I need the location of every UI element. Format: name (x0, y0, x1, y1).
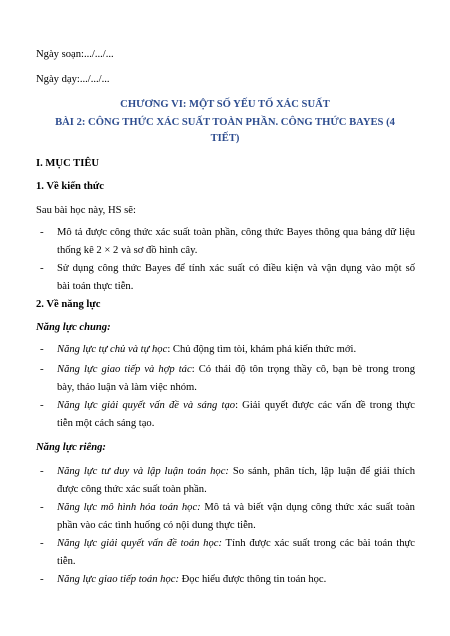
specific-item-4-label: Năng lực giao tiếp toán học: (57, 574, 179, 585)
specific-item-3-text: Tính được xác suất trong các bài toán thực (222, 538, 415, 549)
specific-competency-heading: Năng lực riêng: (36, 442, 106, 453)
specific-item-1-text: So sánh, phân tích, lập luận để giải thích (228, 466, 415, 477)
knowledge-item-2-line2: bài toán thực tiễn. (57, 281, 134, 292)
specific-item-2-label: Năng lực mô hình hóa toán học: (57, 502, 201, 513)
general-item-1 (57, 343, 415, 356)
specific-item-2-text: Mô tả và biết vận dụng công thức xác suất toàn (200, 502, 415, 513)
bullet-dash: - (40, 226, 44, 238)
bullet-dash: - (40, 573, 44, 585)
bullet-dash: - (40, 399, 44, 411)
specific-item-2 (57, 501, 415, 514)
specific-item-3-label: Năng lực giải quyết vấn đề toán học: (57, 538, 222, 549)
general-item-3-text: : Giải quyết được các vấn đề trong thực (235, 400, 415, 411)
knowledge-subheading: 1. Về kiến thức (36, 181, 104, 192)
specific-item-3-line2: tiễn. (57, 556, 76, 567)
specific-item-1-line2: được công thức xác suất toàn phần. (57, 484, 207, 495)
knowledge-item-1-line2: thống kê 2 × 2 và sơ đồ hình cây. (57, 245, 198, 256)
general-item-2 (57, 363, 415, 376)
knowledge-intro: Sau bài học này, HS sẽ: (36, 205, 136, 216)
general-competency-heading: Năng lực chung: (36, 322, 111, 333)
lesson-title-line2: TIẾT) (210, 133, 240, 144)
specific-item-2-line2: phần vào các tình huống có nội dung thực tiễn. (57, 520, 256, 531)
general-item-2-label: Năng lực giao tiếp và hợp tác (57, 364, 192, 375)
general-item-2-text: : Có thái độ tôn trọng thầy cô, bạn bè trong trong (191, 364, 415, 375)
bullet-dash: - (40, 363, 44, 375)
knowledge-item-2-line1: Sử dụng công thức Bayes để tính xác suất có điều kiện và vận dụng vào một số (57, 263, 415, 274)
general-item-3-line2: tiễn một cách sáng tạo. (57, 418, 155, 429)
bullet-dash: - (40, 343, 44, 355)
bullet-dash: - (40, 537, 44, 549)
bullet-dash: - (40, 465, 44, 477)
specific-item-4 (57, 573, 415, 586)
lesson-title-line1: BÀI 2: CÔNG THỨC XÁC SUẤT TOÀN PHẦN. CÔNG THỨC BAYES (4 (55, 117, 395, 128)
date-taught: Ngày dạy:.../.../... (36, 74, 110, 85)
date-prepared: Ngày soạn:.../.../... (36, 49, 114, 60)
chapter-title: CHƯƠNG VI: MỘT SỐ YẾU TỐ XÁC SUẤT (120, 99, 330, 110)
bullet-dash: - (40, 262, 44, 274)
specific-item-4-text: Đọc hiểu được thông tin toán học. (179, 574, 327, 585)
general-item-3-label: Năng lực giải quyết vấn đề và sáng tạo (57, 400, 236, 411)
specific-item-1-label: Năng lực tư duy và lập luận toán học: (57, 466, 229, 477)
specific-item-3 (57, 537, 415, 550)
competency-subheading: 2. Về năng lực (36, 299, 101, 310)
general-item-3 (57, 399, 415, 412)
section-objectives-heading: I. MỤC TIÊU (36, 158, 100, 169)
bullet-dash: - (40, 501, 44, 513)
general-item-2-line2: bày, thảo luận và làm việc nhóm. (57, 382, 197, 393)
knowledge-item-1-line1: Mô tả được công thức xác suất toàn phần, công thức Bayes thông qua bảng dữ liệu (57, 227, 415, 238)
general-item-1-label: Năng lực tự chủ và tự học (57, 344, 168, 355)
specific-item-1 (57, 465, 415, 478)
general-item-1-text: : Chủ động tìm tòi, khám phá kiến thức mới. (167, 344, 357, 355)
